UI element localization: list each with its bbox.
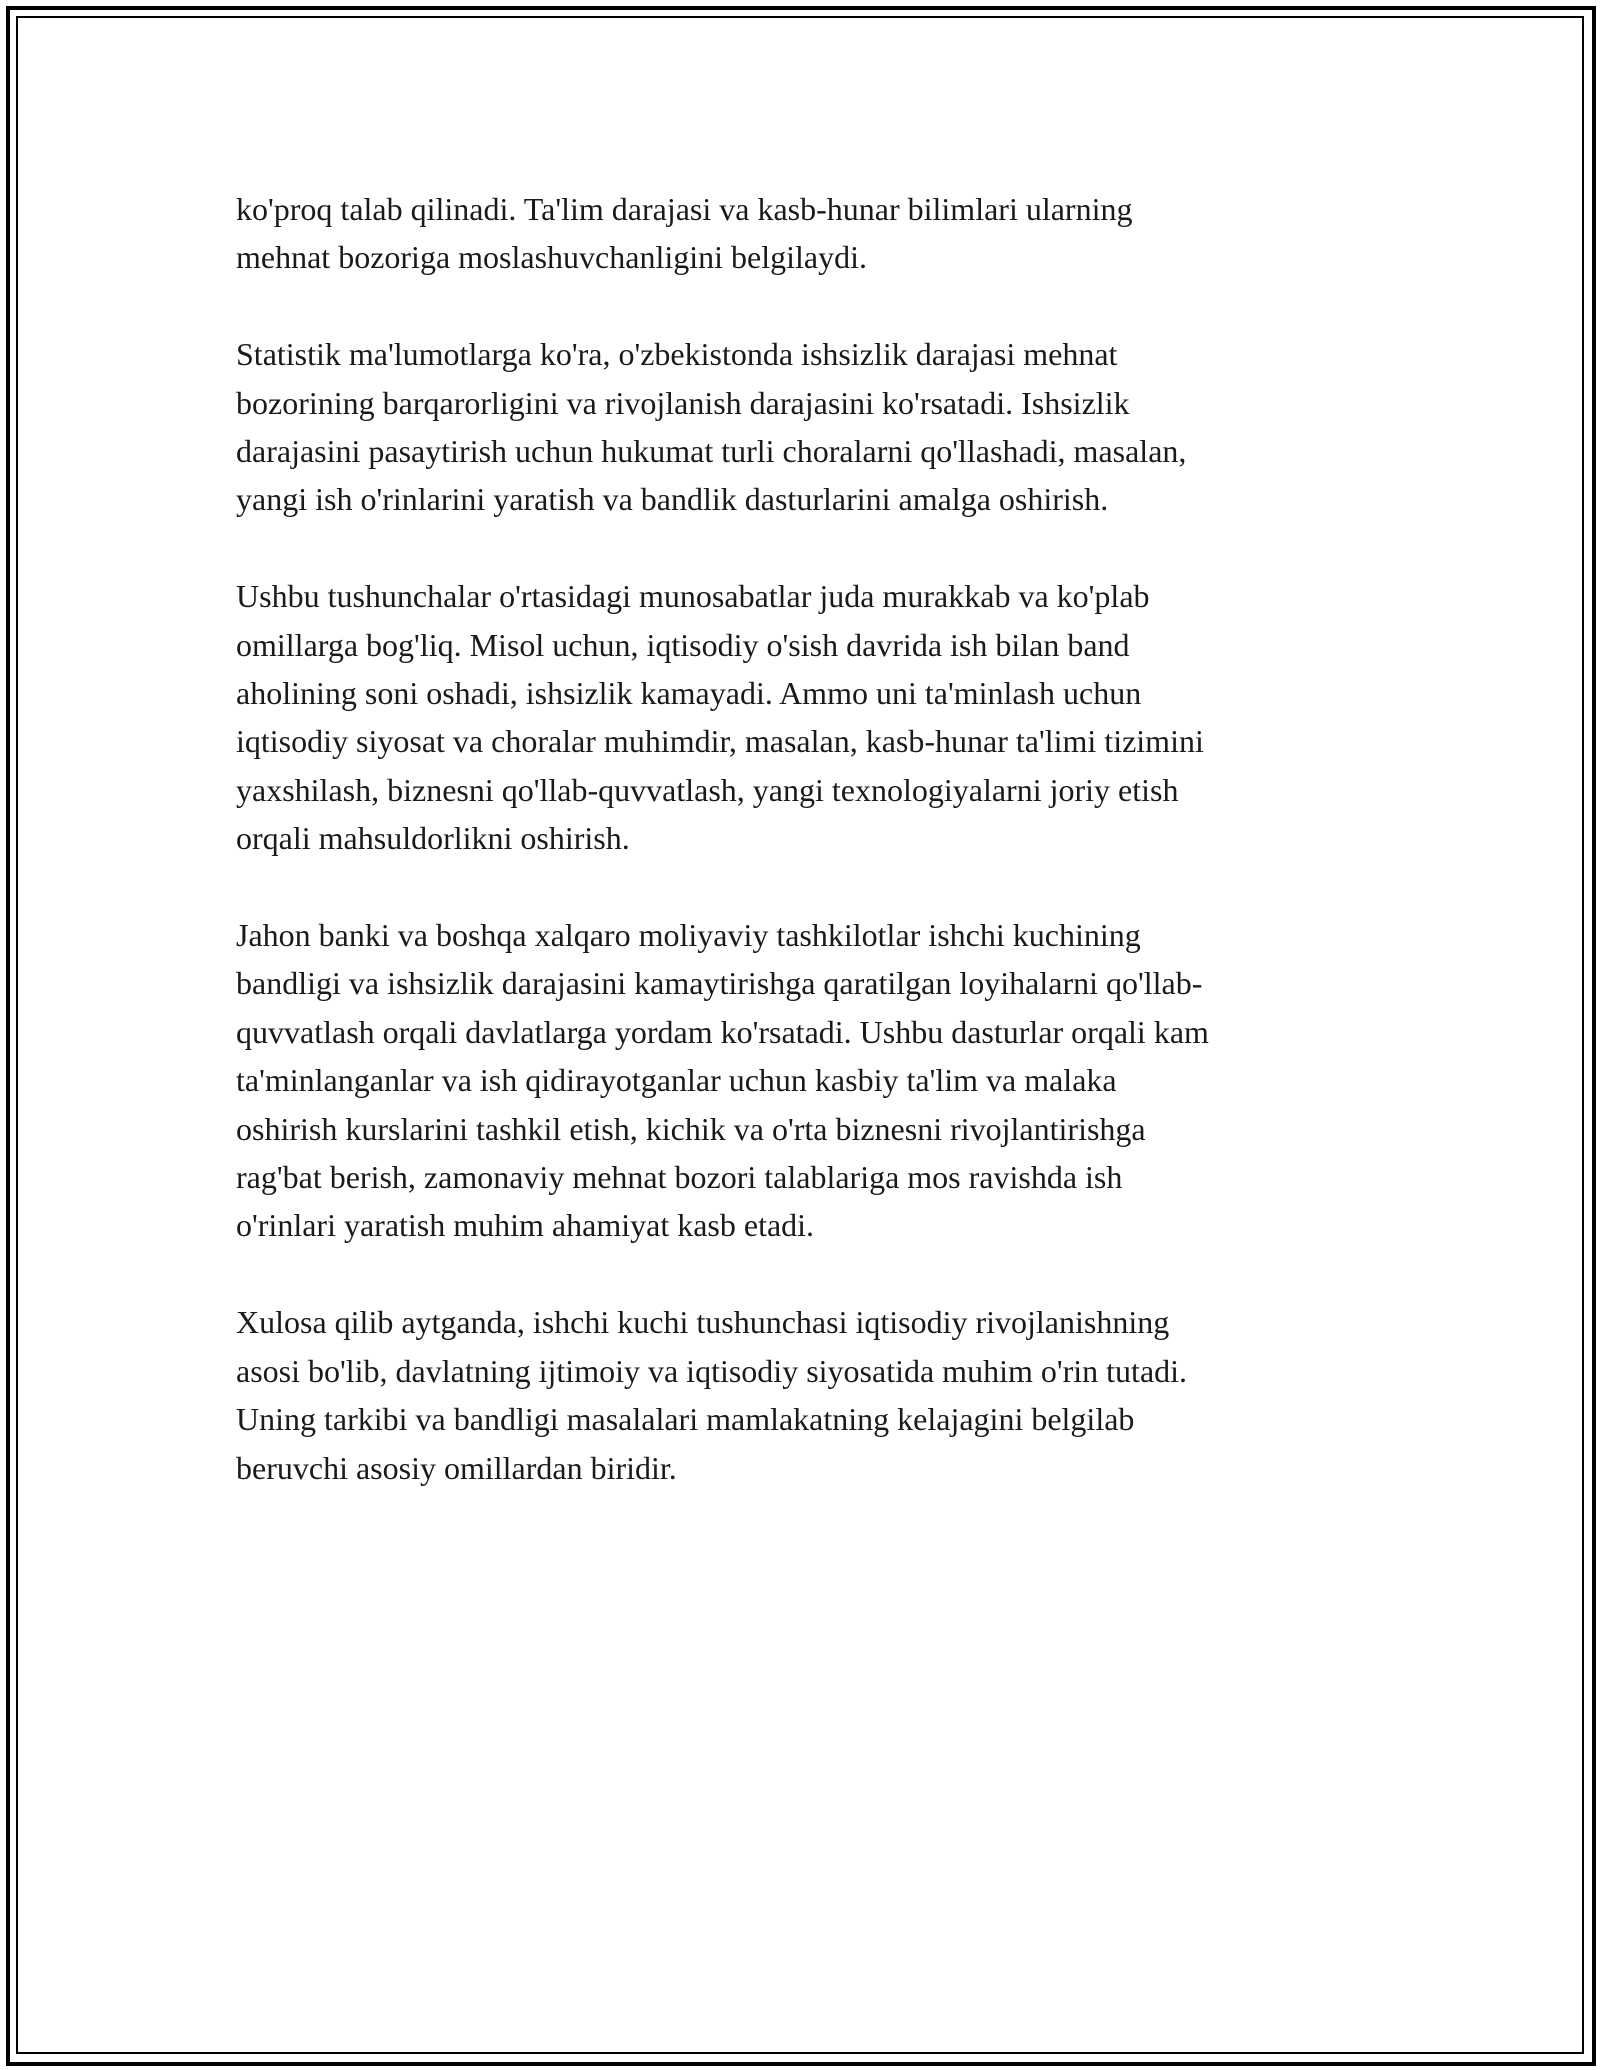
document-body [236, 185, 1376, 1540]
paragraph-3: Ushbu tushunchalar o'rtasidagi munosabatlar juda murakkab va ko'plab omillarga bog'liq. Misol uchun, iqtisodiy o'sish davrida ish bilan band aholining soni oshadi, ishsizlik kamayadi. Ammo uni ta'minlash uchun iqtisodiy siyosat va choralar muhimdir, masalan, kasb-hunar ta'limi tizimini yaxshilash, biznesni qo'llab-quvvatlash, yangi texnologiyalarni joriy etish orqali mahsuldorlikni oshirish. [236, 578, 1204, 857]
paragraph-5: Xulosa qilib aytganda, ishchi kuchi tushunchasi iqtisodiy rivojlanishning asosi bo'lib, davlatning ijtimoiy va iqtisodiy siyosatida muhim o'rin tutadi. Uning tarkibi va bandligi masalalari mamlakatning kelajagini belgilab beruvchi asosiy omillardan biridir. [236, 1304, 1188, 1486]
paragraph-2: Statistik ma'lumotlarga ko'ra, o'zbekistonda ishsizlik darajasi mehnat bozorining barqarorligini va rivojlanish darajasini ko'rsatadi. Ishsizlik darajasini pasaytirish uchun hukumat turli choralarni qo'llashadi, masalan, yangi ish o'rinlarini yaratish va bandlik dasturlarini amalga oshirish. [236, 336, 1187, 518]
paragraph-4: Jahon banki va boshqa xalqaro moliyaviy tashkilotlar ishchi kuchining bandligi va ishsizlik darajasini kamaytirishga qaratilgan loyihalarni qo'llab- quvvatlash orqali davlatlarga yordam ko'rsatadi. Ushbu dasturlar orqali kam ta'minlanganlar va ish qidirayotganlar uchun kasbiy ta'lim va malaka oshirish kurslarini tashkil etish, kichik va o'rta biznesni rivojlantirishga rag'bat berish, zamonaviy mehnat bozori talablariga mos ravishda ish o'rinlari yaratish muhim ahamiyat kasb etadi. [236, 917, 1209, 1244]
paragraph-1: ko'proq talab qilinadi. Ta'lim darajasi va kasb-hunar bilimlari ularning mehnat bozoriga moslashuvchanligini belgilaydi. [236, 191, 1133, 276]
